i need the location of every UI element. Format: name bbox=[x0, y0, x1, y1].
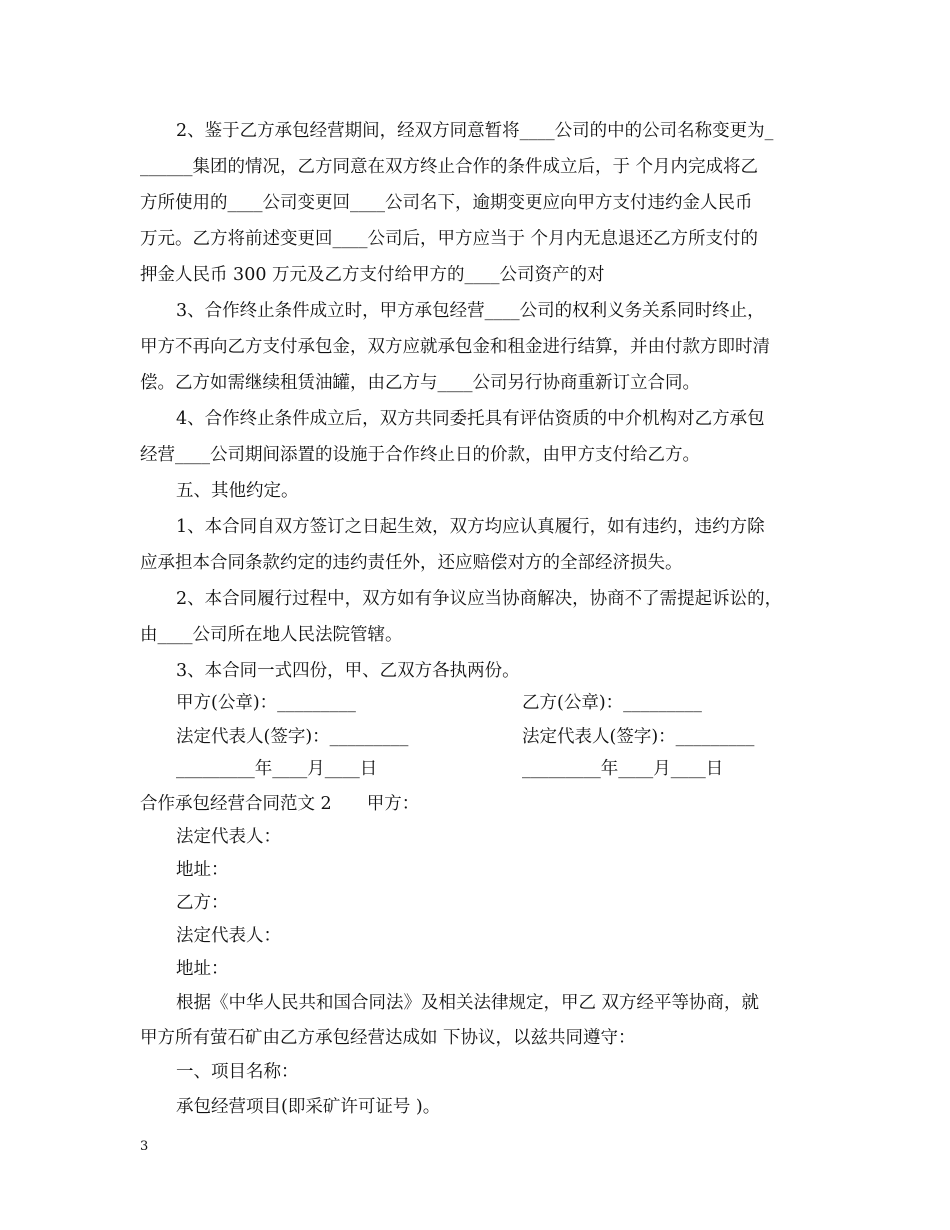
party-a-seal-line: 甲方(公章)：_________ bbox=[176, 693, 356, 713]
sample-2-party-b: 乙方： bbox=[176, 893, 229, 913]
party-a-rep-line: 法定代表人(签字)：_________ bbox=[176, 727, 409, 747]
sample-2-title: 合作承包经营合同范文 2 甲方： bbox=[140, 794, 420, 814]
sample-2-party-a-address: 地址： bbox=[176, 860, 229, 880]
clause-4-line-2: 经营____公司期间添置的设施于合作终止日的价款，由甲方支付给乙方。 bbox=[140, 445, 700, 465]
party-b-date-line: _________年____月____日 bbox=[522, 759, 724, 779]
sample-2-preamble-line-2: 甲方所有萤石矿由乙方承包经营达成如 下协议，以兹共同遵守： bbox=[140, 1028, 636, 1048]
party-b-rep-line: 法定代表人(签字)：_________ bbox=[522, 727, 755, 747]
section-5-clause-2-line-1: 2、本合同履行过程中，双方如有争议应当协商解决，协商不了需提起诉讼的， bbox=[176, 589, 783, 609]
party-b-seal-line: 乙方(公章)：_________ bbox=[522, 693, 702, 713]
section-5-clause-1-line-1: 1、本合同自双方签订之日起生效，双方均应认真履行，如有违约，违约方除 bbox=[176, 517, 765, 537]
clause-2-line-4: 万元。乙方将前述变更回____公司后，甲方应当于 个月内无息退还乙方所支付的 bbox=[140, 229, 759, 249]
sample-2-party-b-address: 地址： bbox=[176, 959, 229, 979]
sample-2-section-1-body: 承包经营项目(即采矿许可证号 )。 bbox=[176, 1097, 441, 1117]
clause-2-line-5: 押金人民币 300 万元及乙方支付给甲方的____公司资产的对 bbox=[140, 265, 605, 285]
clause-4-line-1: 4、合作终止条件成立后，双方共同委托具有评估资质的中介机构对乙方承包 bbox=[176, 409, 765, 429]
sample-2-section-1-heading: 一、项目名称： bbox=[176, 1062, 299, 1082]
clause-2-line-3: 方所使用的____公司变更回____公司名下，逾期变更应向甲方支付违约金人民币 bbox=[140, 193, 753, 213]
sample-2-party-a-rep: 法定代表人： bbox=[176, 827, 281, 847]
section-5-clause-3: 3、本合同一式四份，甲、乙双方各执两份。 bbox=[176, 661, 520, 681]
party-a-date-line: _________年____月____日 bbox=[176, 759, 378, 779]
section-5-heading: 五、其他约定。 bbox=[176, 481, 299, 501]
clause-3-line-2: 甲方不再向乙方支付承包金，双方应就承包金和租金进行结算，并由付款方即时清 bbox=[140, 337, 770, 357]
clause-3-line-1: 3、合作终止条件成立时，甲方承包经营____公司的权利义务关系同时终止， bbox=[176, 301, 765, 321]
clause-2-line-1: 2、鉴于乙方承包经营期间，经双方同意暂将____公司的中的公司名称变更为_ bbox=[176, 121, 774, 141]
sample-2-party-b-rep: 法定代表人： bbox=[176, 926, 281, 946]
section-5-clause-2-line-2: 由____公司所在地人民法院管辖。 bbox=[140, 625, 403, 645]
page-number: 3 bbox=[140, 1139, 149, 1154]
sample-2-preamble-line-1: 根据《中华人民共和国合同法》及相关法律规定，甲乙 双方经平等协商，就 bbox=[176, 993, 760, 1013]
clause-3-line-3: 偿。乙方如需继续租赁油罐，由乙方与____公司另行协商重新订立合同。 bbox=[140, 373, 700, 393]
clause-2-line-2: ______集团的情况，乙方同意在双方终止合作的条件成立后，于 个月内完成将乙 bbox=[140, 157, 759, 177]
section-5-clause-1-line-2: 应承担本合同条款约定的违约责任外，还应赔偿对方的全部经济损失。 bbox=[140, 553, 683, 573]
